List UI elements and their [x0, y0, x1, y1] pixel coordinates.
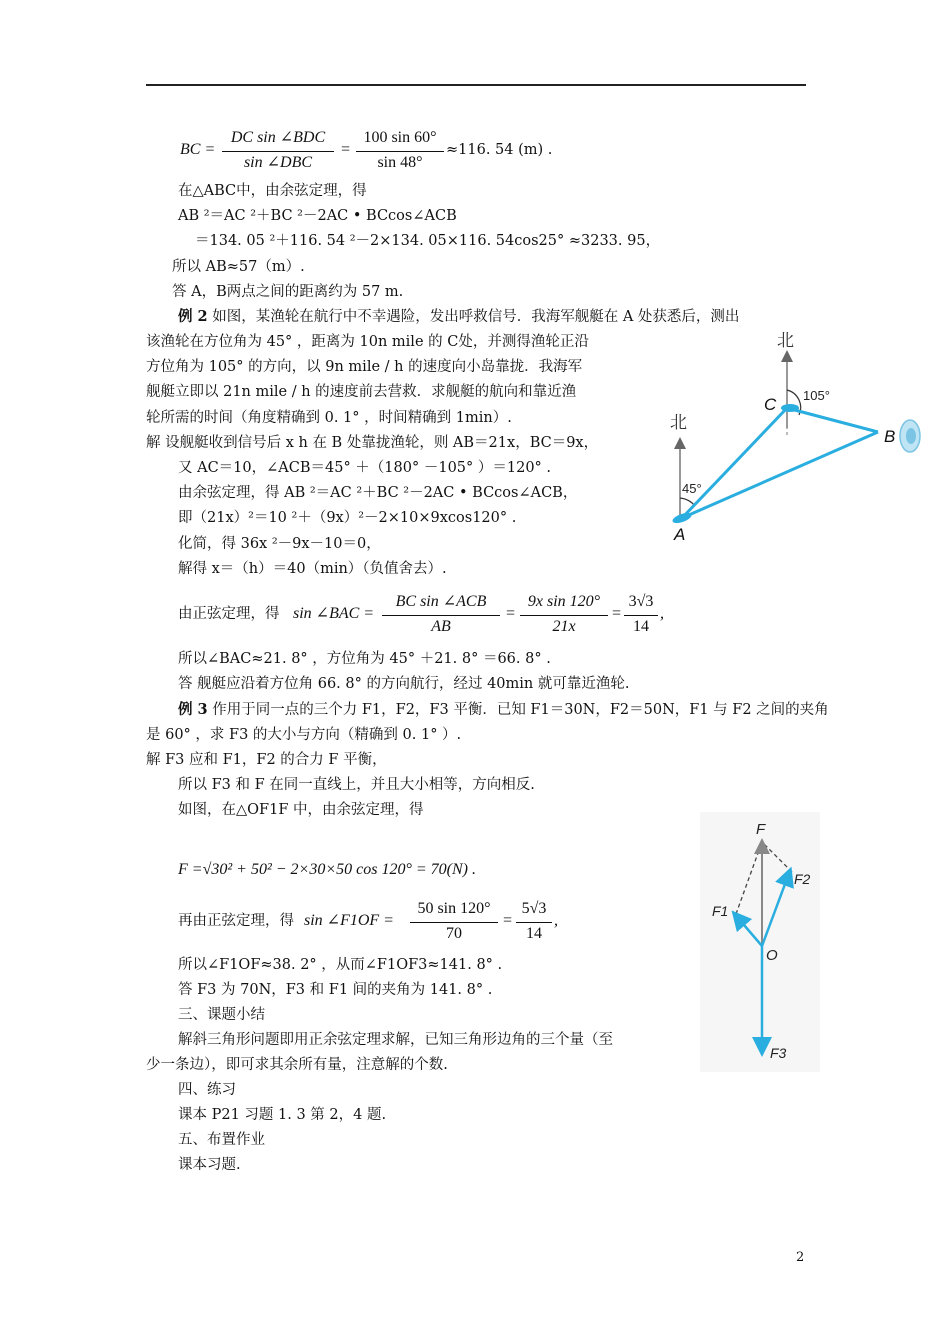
solution3-line6: 所以∠F1OF≈38. 2° ，从而∠F1OF3≈141. 8° .: [178, 957, 503, 973]
label-f: F: [756, 821, 766, 838]
line-ab-squared: AB ²＝AC ²＋BC ²－2AC • BCcos∠ACB: [178, 208, 457, 224]
figure-force-diagram: [700, 812, 820, 1072]
eq3-tail: ,: [554, 912, 558, 929]
label-f2: F2: [794, 871, 811, 887]
header-rule: [146, 84, 806, 86]
eq2-num1: BC sin ∠ACB: [395, 593, 487, 610]
solution2-line4: 即（21x）²＝10 ²＋（9x）²－2×10×9xcos120° .: [178, 510, 517, 526]
eq1-den2: sin 48°: [356, 151, 444, 174]
eq3-equals: =: [502, 912, 513, 929]
solution2-line5: 化简，得 36x ²－9x－10＝0，: [178, 536, 381, 552]
eq3-prefix: 再由正弦定理，得: [178, 913, 294, 929]
point-label-a: A: [674, 525, 686, 544]
example2-line3: 方位角为 105° 的方向，以 9n mile / h 的速度向小岛靠拢．我海军: [146, 359, 583, 375]
example2-line4: 舰艇立即以 21n mile / h 的速度前去营救．求舰艇的航向和靠近渔: [146, 384, 577, 400]
example2-line2: 该渔轮在方位角为 45° ，距离为 10n mile 的 C处，并测得渔轮正沿: [146, 334, 589, 350]
eq1-tail: ≈116. 54 (m) .: [446, 142, 553, 158]
island-core-icon: [906, 428, 916, 444]
heading-summary: 三、课题小结: [178, 1007, 265, 1023]
eq1-num1: DC sin ∠BDC: [230, 129, 326, 146]
eq2-tail: ,: [660, 605, 664, 622]
heading-homework: 五、布置作业: [178, 1132, 265, 1148]
eq2-den2: 21x: [520, 615, 608, 638]
example2-text1: 如图，某渔轮在航行中不幸遇险，发出呼救信号．我海军舰艇在 A 处获悉后，测出: [207, 309, 740, 325]
eq3-lhs: sin ∠F1OF =: [304, 912, 394, 929]
eq1-equals: =: [340, 141, 351, 158]
solution3-line2: 所以 F3 和 F 在同一直线上，并且大小相等，方向相反.: [178, 777, 535, 793]
example2-label: 例 2: [178, 308, 208, 325]
eq2-lhs: sin ∠BAC =: [293, 605, 375, 622]
solution2-line2: 又 AC＝10，∠ACB＝45° ＋（180° －105° ）＝120° .: [178, 460, 552, 476]
eq3-den1: 70: [410, 922, 498, 945]
label-f1: F1: [712, 903, 729, 919]
eq1-den1: sin ∠DBC: [222, 151, 334, 174]
eq1-num2: 100 sin 60°: [363, 129, 437, 146]
answer-2: 答 舰艇应沿着方位角 66. 8° 的方向航行，经过 40min 就可靠近渔轮.: [178, 676, 630, 692]
example3-label: 例 3: [178, 701, 208, 718]
eq2-num2: 9x sin 120°: [527, 593, 601, 610]
answer-3: 答 F3 为 70N，F3 和 F1 间的夹角为 141. 8° .: [178, 982, 493, 998]
summary-line1: 解斜三角形问题即用正余弦定理求解，已知三角形边角的三个量（至: [178, 1032, 613, 1048]
eq2-equals1: =: [505, 605, 516, 622]
example3-line2: 是 60° ，求 F3 的大小与方向（精确到 0. 1° ）.: [146, 727, 462, 743]
point-label-c: C: [764, 395, 777, 414]
angle-label-45: 45°: [682, 481, 702, 496]
eq2-prefix: 由正弦定理，得: [178, 606, 280, 622]
segment-ab: [682, 432, 878, 518]
line-answer-1: 答 A，B两点之间的距离约为 57 m.: [172, 284, 404, 300]
ship-c-icon: [781, 404, 799, 412]
solution3-line3: 如图，在△OF1F 中，由余弦定理，得: [178, 802, 424, 818]
practice-line: 课本 P21 习题 1. 3 第 2，4 题.: [178, 1107, 387, 1123]
north-label-a: 北: [670, 413, 687, 432]
eq3-num1: 50 sin 120°: [417, 900, 491, 917]
solution3-line1: 解 F3 应和 F1，F2 的合力 F 平衡，: [146, 752, 387, 768]
line-ab-result: 所以 AB≈57（m）.: [172, 259, 305, 275]
solution2-line3: 由余弦定理，得 AB ²＝AC ²＋BC ²－2AC • BCcos∠ACB，: [178, 485, 578, 501]
homework-line: 课本习题.: [178, 1157, 241, 1173]
eq3-num2: 5√3: [521, 900, 547, 917]
ship-a-icon: [671, 511, 693, 525]
eq1-lhs: BC =: [180, 141, 216, 158]
line-ab-calc: ＝134. 05 ²＋116. 54 ²－2×134. 05×116. 54cos25° ≈3233. 95，: [195, 233, 661, 249]
solution2-line6: 解得 x＝（h）＝40（min）（负值舍去）.: [178, 561, 447, 577]
eq2-equals2: =: [611, 605, 622, 622]
segment-ac: [682, 408, 787, 518]
eq2-den3: 14: [624, 615, 658, 638]
point-label-b: B: [884, 427, 896, 446]
eq2-den1: AB: [382, 615, 500, 638]
example3-text1: 作用于同一点的三个力 F1，F2，F3 平衡．已知 F1＝30N，F2＝50N，F1 与 F2 之间的夹角: [207, 702, 829, 718]
angle-label-105: 105°: [803, 388, 830, 403]
line-law-cos: 在△ABC中，由余弦定理，得: [178, 183, 367, 199]
page-number: 2: [796, 1250, 805, 1265]
label-o: O: [766, 947, 778, 964]
example2-line1: [178, 307, 739, 327]
solution2-line1: 解 设舰艇收到信号后 x h 在 B 处靠拢渔轮，则 AB＝21x，BC＝9x，: [146, 435, 599, 451]
solution2-line8: 所以∠BAC≈21. 8° ，方位角为 45° ＋21. 8° ＝66. 8° .: [178, 651, 551, 667]
north-label-c: 北: [777, 331, 794, 350]
eq2-num3: 3√3: [628, 593, 654, 610]
example2-line5: 轮所需的时间（角度精确到 0. 1° ，时间精确到 1min）.: [146, 410, 512, 426]
example3-line1: [178, 700, 829, 720]
eq3-den2: 14: [516, 922, 552, 945]
segment-cb: [787, 408, 878, 432]
equation-f-magnitude: F =√30² + 50² − 2×30×50 cos 120° = 70(N) .: [178, 861, 476, 878]
heading-practice: 四、练习: [178, 1082, 236, 1098]
figure-rescue-triangle: [660, 328, 940, 548]
summary-line2: 少一条边），即可求其余所有量，注意解的个数.: [146, 1057, 448, 1073]
label-f3: F3: [770, 1045, 787, 1061]
